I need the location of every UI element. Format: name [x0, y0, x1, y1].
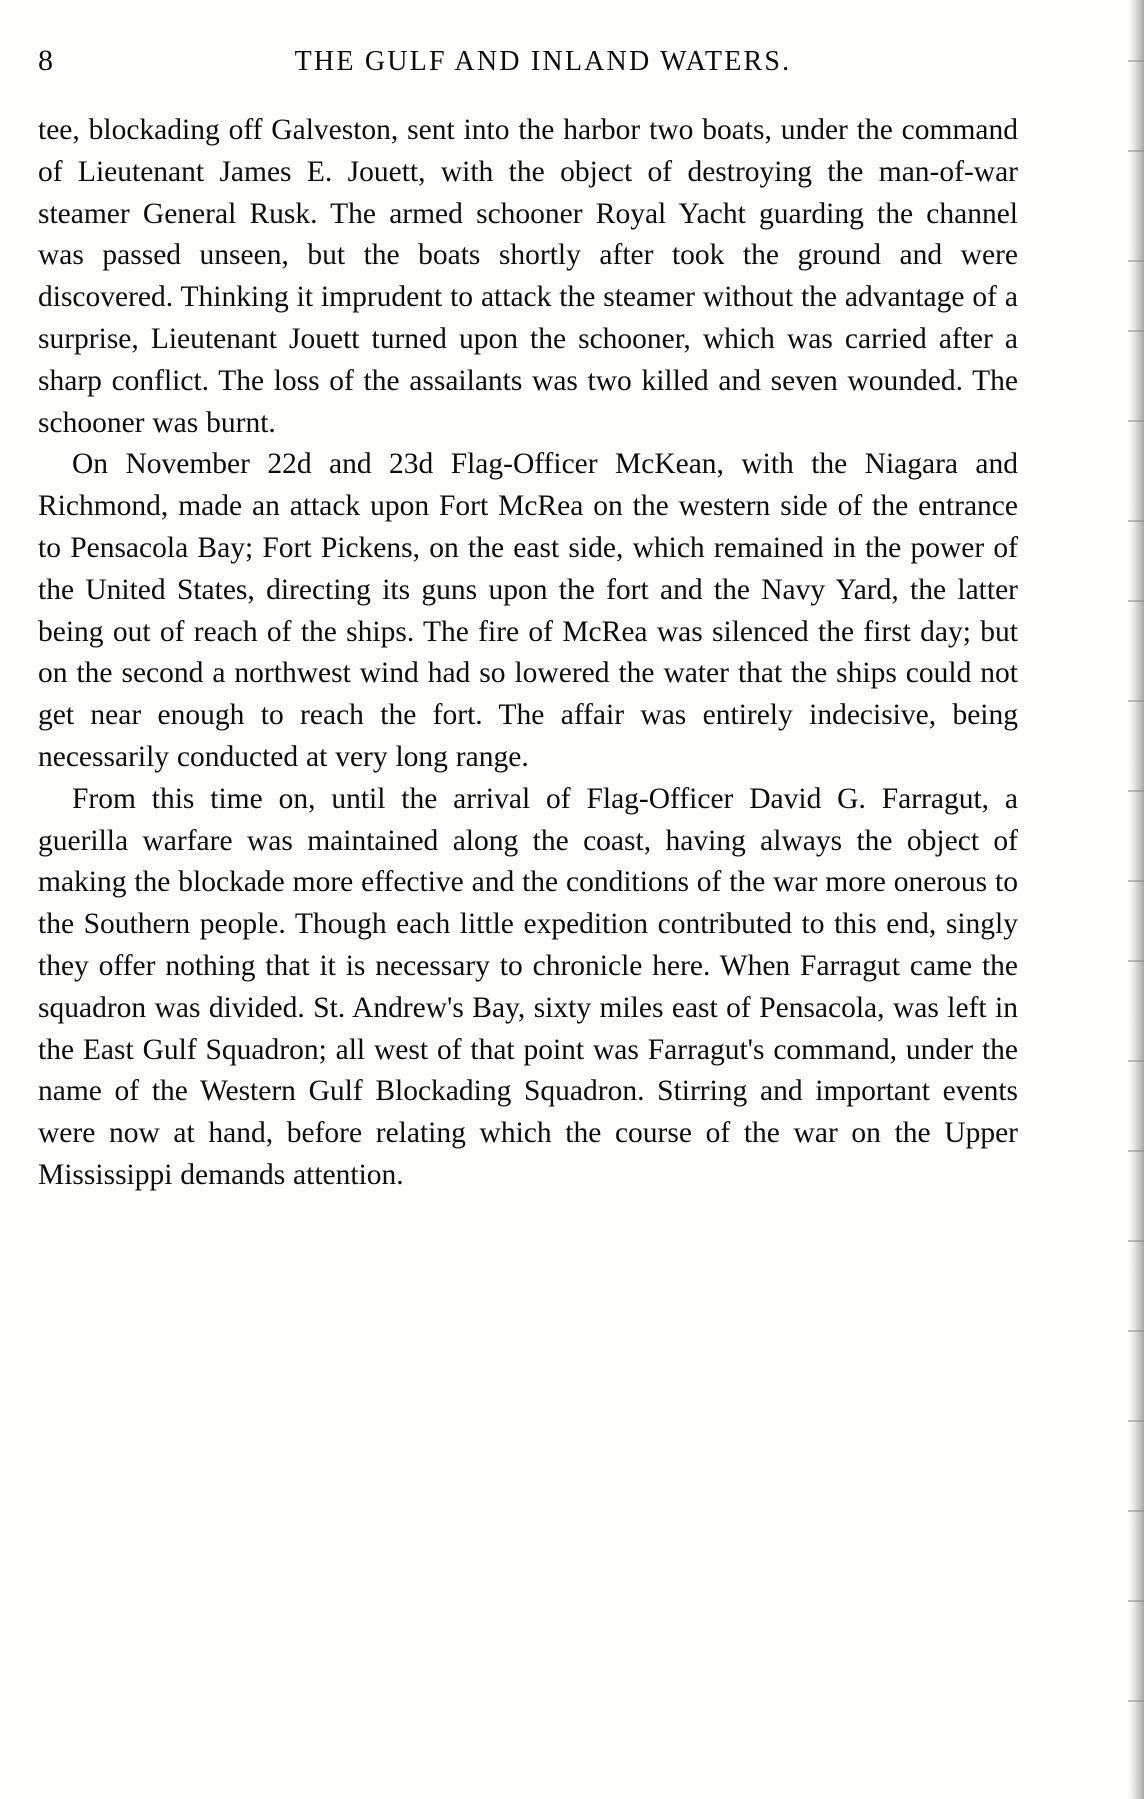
paragraph: On November 22d and 23d Flag-Officer McKean, with the Niagara and Richmond, made an attack upon Fort McRea on the western side of the entrance to Pensacola Bay; Fort Pickens, on the east side, which remained in the power of the United States, directing its guns upon the fort and the Navy Yard, the latter being out of reach of the ships. The fire of McRea was silenced the first day; but on the second a northwest wind had so lowered the water that the ships could not get near enough to reach the fort. The affair was entirely indecisive, being necessarily conducted at very long range. — [38, 448, 1018, 773]
running-head — [38, 44, 1018, 84]
page-edge-marks — [1128, 0, 1144, 1799]
paragraph: tee, blockading off Galveston, sent into the harbor two boats, under the command of Lieutenant James E. Jouett, with the object of destroying the man-of-war steamer General Rusk. The armed schooner Royal Yacht guarding the channel was passed unseen, but the boats shortly after took the ground and were discovered. Thinking it imprudent to attack the steamer without the advantage of a surprise, Lieutenant Jouett turned upon the schooner, which was carried after a sharp conflict. The loss of the assailants was two killed and seven wounded. The schooner was burnt. — [38, 114, 1018, 439]
paragraph: From this time on, until the arrival of Flag-Officer David G. Farragut, a guerilla warfare was maintained along the coast, having always the object of making the blockade more effective and the conditions of the war more onerous to the Southern people. Though each little expedition contributed to this end, singly they offer nothing that it is necessary to chronicle here. When Farragut came the squadron was divided. St. Andrew's Bay, sixty miles east of Pensacola, was left in the East Gulf Squadron; all west of that point was Farragut's command, under the name of the Western Gulf Blockading Squadron. Stirring and important events were now at hand, before relating which the course of the war on the Upper Mississippi demands attention. — [38, 782, 1018, 1191]
page-number: 8 — [38, 44, 54, 77]
body-text — [38, 110, 1018, 1197]
running-head-title: THE GULF AND INLAND WATERS. — [294, 46, 792, 77]
